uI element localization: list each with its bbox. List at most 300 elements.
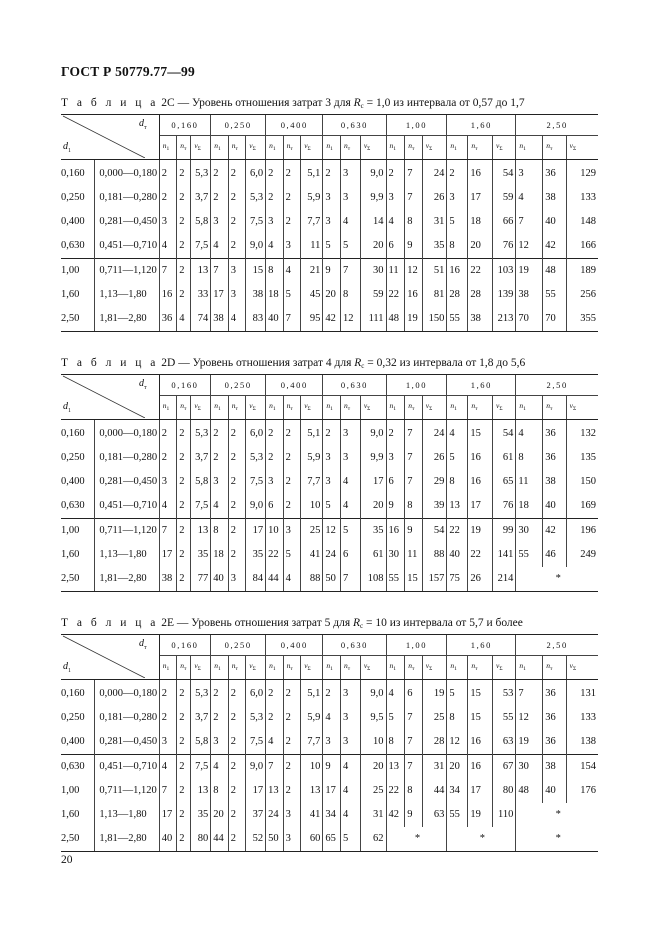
value-cell: 2 (266, 420, 284, 447)
value-cell: 2 (386, 420, 405, 447)
subheader-subscript: т (412, 666, 415, 673)
value-cell: 7 (266, 755, 284, 780)
value-cell: 2 (323, 420, 341, 447)
value-cell: 2 (228, 234, 246, 259)
value-cell: 9 (405, 803, 423, 827)
value-cell: 13 (447, 494, 468, 519)
value-cell: 15 (405, 567, 423, 592)
value-cell: 38 (246, 283, 266, 307)
value-cell: 5 (447, 446, 468, 470)
value-cell: 17 (360, 470, 386, 494)
value-cell: 31 (360, 803, 386, 827)
table-row (61, 186, 598, 210)
subheader-subscript: 1 (393, 406, 397, 413)
value-cell: 4 (386, 210, 405, 234)
column-group-header: 0,250 (211, 375, 266, 396)
column-subheader (468, 656, 493, 680)
value-cell: 20 (468, 234, 493, 259)
value-cell: 7 (283, 307, 301, 332)
column-subheader (301, 656, 323, 680)
value-cell: 3 (340, 186, 360, 210)
value-cell: 3 (159, 210, 177, 234)
subheader-subscript: 1 (523, 406, 526, 413)
value-cell: 4 (266, 234, 284, 259)
value-cell: 8 (211, 779, 229, 803)
value-cell: 26 (422, 446, 447, 470)
value-cell: 40 (543, 494, 566, 519)
table-row (61, 470, 598, 494)
value-cell: 2 (228, 446, 246, 470)
column-subheader (468, 136, 493, 160)
value-cell: 139 (492, 283, 515, 307)
subheader-symbol: n (180, 661, 185, 671)
value-cell: 7 (340, 567, 360, 592)
value-cell: 4 (211, 755, 229, 780)
subheader-subscript: 1 (217, 406, 221, 413)
table-row (61, 234, 598, 259)
value-cell: 25 (422, 706, 447, 730)
table-2e-block (61, 617, 598, 852)
value-cell: 5 (323, 234, 341, 259)
value-cell: 3 (340, 160, 360, 187)
value-cell: 51 (422, 259, 447, 284)
value-cell: 15 (468, 680, 493, 707)
value-cell: 9,9 (360, 186, 386, 210)
table-caption (61, 357, 598, 370)
subheader-subscript: 1 (166, 666, 170, 673)
value-cell: 36 (543, 706, 566, 730)
value-cell: 30 (516, 755, 543, 780)
value-cell: 9 (386, 494, 405, 519)
value-cell: 3 (283, 519, 301, 544)
column-axis-label (139, 119, 147, 131)
table-row (61, 160, 598, 187)
value-cell: 8 (447, 706, 468, 730)
subheader-symbol: n (519, 401, 524, 411)
value-cell: 17 (159, 543, 177, 567)
value-cell: 16 (447, 259, 468, 284)
row-d1-cell: 0,630 (61, 239, 85, 251)
value-cell: 13 (191, 519, 211, 544)
value-cell: 3 (323, 210, 341, 234)
value-cell: 40 (266, 307, 284, 332)
column-axis-subscript: т (144, 645, 147, 651)
subheader-subscript: 1 (393, 146, 397, 153)
row-axis-symbol: d (63, 401, 68, 412)
value-cell: 4 (340, 755, 360, 780)
value-cell: 4 (159, 494, 177, 519)
caption-text: — Уровень отношения затрат 5 для (174, 617, 353, 629)
value-cell: 3,7 (191, 446, 211, 470)
subheader-symbol: n (343, 141, 348, 151)
value-cell: 12 (340, 307, 360, 332)
value-cell: 169 (566, 494, 598, 519)
value-cell: 35 (191, 803, 211, 827)
value-cell: 6 (266, 494, 284, 519)
value-cell: 4 (283, 259, 301, 284)
value-cell: 26 (422, 186, 447, 210)
row-d1-cell: 2,50 (61, 567, 95, 592)
value-cell: 5 (447, 680, 468, 707)
subheader-symbol: n (519, 661, 524, 671)
subheader-subscript: т (184, 666, 187, 673)
not-applicable-cell: * (516, 803, 598, 827)
table-2c-block (61, 97, 598, 332)
value-cell: 37 (246, 803, 266, 827)
value-cell: 2 (228, 160, 246, 187)
value-cell: 55 (516, 543, 543, 567)
value-cell: 65 (323, 827, 341, 852)
column-subheader (566, 396, 598, 420)
row-range-cell: 0,000—0,180 (95, 680, 159, 707)
table-row (61, 779, 598, 803)
table-label: Т а б л и ц а (61, 357, 159, 369)
subheader-subscript: т (347, 146, 351, 153)
column-subheader (422, 136, 447, 160)
value-cell: 2 (177, 779, 191, 803)
value-cell: 5 (340, 519, 360, 544)
value-cell: 3 (323, 186, 341, 210)
value-cell: 17 (468, 494, 493, 519)
value-cell: 35 (422, 234, 447, 259)
column-subheader (177, 396, 191, 420)
value-cell: 7 (159, 519, 177, 544)
value-cell: 17 (211, 283, 229, 307)
column-subheader (543, 136, 566, 160)
value-cell: 2 (228, 543, 246, 567)
subheader-symbol: ν (194, 141, 198, 151)
value-cell: 17 (323, 779, 341, 803)
value-cell: 41 (301, 543, 323, 567)
not-applicable-cell: * (447, 827, 516, 852)
value-cell: 3 (323, 470, 341, 494)
value-cell: 9 (323, 755, 341, 780)
column-subheader (228, 396, 246, 420)
value-cell: 9,0 (360, 160, 386, 187)
value-cell: 8 (405, 494, 423, 519)
row-d1-cell: 0,630 (61, 755, 95, 780)
value-cell: 214 (492, 567, 515, 592)
subheader-subscript: Σ (307, 146, 311, 153)
value-cell: 7 (516, 680, 543, 707)
value-cell: 11 (405, 543, 423, 567)
value-cell: 42 (386, 803, 405, 827)
caption-text: = 0,32 из интервала от 1,8 до 5,6 (364, 357, 526, 369)
table-row (61, 420, 598, 447)
subheader-symbol: n (408, 401, 412, 411)
row-range-cell: 0,281—0,450 (95, 470, 159, 494)
value-cell: 7 (405, 470, 423, 494)
value-cell: 2 (177, 210, 191, 234)
value-cell: 8 (340, 283, 360, 307)
subheader-subscript: т (184, 146, 187, 153)
subheader-subscript: Σ (499, 146, 503, 153)
subheader-symbol: n (450, 141, 455, 151)
value-cell: 38 (159, 567, 177, 592)
value-cell: 2 (283, 755, 301, 780)
value-cell: 7,5 (191, 494, 211, 519)
column-group-header: 1,00 (386, 635, 447, 656)
column-subheader (468, 396, 493, 420)
column-subheader (191, 136, 211, 160)
value-cell: 12 (516, 234, 543, 259)
column-subheader (228, 656, 246, 680)
value-cell: 2 (228, 730, 246, 755)
value-cell: 30 (360, 259, 386, 284)
value-cell: 2 (283, 680, 301, 707)
table-row (61, 730, 598, 755)
subheader-subscript: Σ (573, 406, 577, 413)
row-d1-cell: 0,250 (61, 451, 85, 463)
subheader-subscript: т (235, 406, 238, 413)
document-header: ГОСТ Р 50779.77—99 (61, 64, 195, 79)
value-cell: 2 (266, 680, 284, 707)
value-cell: 17 (246, 519, 266, 544)
value-cell: 61 (492, 446, 515, 470)
value-cell: 3 (228, 283, 246, 307)
subheader-symbol: ν (363, 661, 368, 671)
column-subheader (386, 396, 405, 420)
value-cell: 16 (468, 730, 493, 755)
value-cell: 10 (301, 755, 323, 780)
value-cell: 2 (211, 160, 229, 187)
value-cell: 10 (360, 730, 386, 755)
value-cell: 13 (191, 259, 211, 284)
value-cell: 28 (447, 283, 468, 307)
column-group-header: 0,160 (159, 375, 210, 396)
column-subheader (211, 656, 229, 680)
subheader-symbol: n (408, 141, 412, 151)
row-range-cell: 0,711—1,120 (95, 779, 159, 803)
column-subheader (323, 396, 341, 420)
subheader-subscript: т (475, 406, 478, 413)
value-cell: 42 (323, 307, 341, 332)
value-cell: 88 (301, 567, 323, 592)
subheader-symbol: n (389, 661, 394, 671)
subheader-subscript: Σ (307, 666, 311, 673)
value-cell: 44 (266, 567, 284, 592)
subheader-subscript: 1 (454, 406, 457, 413)
value-cell: 40 (159, 827, 177, 852)
value-cell: 3 (340, 420, 360, 447)
value-cell: 2 (177, 186, 191, 210)
value-cell: 22 (266, 543, 284, 567)
value-cell: 24 (422, 420, 447, 447)
value-cell: 4 (159, 234, 177, 259)
value-cell: 77 (191, 567, 211, 592)
value-cell: 2 (159, 420, 177, 447)
value-cell: 2 (159, 680, 177, 707)
row-range-cell: 1,13—1,80 (95, 803, 159, 827)
value-cell: 38 (543, 470, 566, 494)
value-cell: 80 (492, 779, 515, 803)
value-cell: 4 (211, 234, 229, 259)
column-subheader (422, 396, 447, 420)
value-cell: 16 (405, 283, 423, 307)
value-cell: 26 (468, 567, 493, 592)
not-applicable-cell: * (516, 567, 598, 592)
caption-text: = 10 из интервала от 5,7 и более (363, 617, 523, 629)
row-range-cell: 0,711—1,120 (95, 519, 159, 544)
column-group-header: 2,50 (516, 115, 598, 136)
value-cell: 4 (159, 755, 177, 780)
column-subheader (159, 396, 177, 420)
subheader-subscript: Σ (197, 146, 201, 153)
value-cell: 3 (386, 446, 405, 470)
value-cell: 3 (159, 470, 177, 494)
value-cell: 6,0 (246, 160, 266, 187)
value-cell: 30 (516, 519, 543, 544)
value-cell: 189 (566, 259, 598, 284)
value-cell: 4 (283, 567, 301, 592)
value-cell: 5,3 (246, 186, 266, 210)
subheader-symbol: n (389, 141, 394, 151)
column-subheader (516, 396, 543, 420)
subheader-subscript: Σ (429, 146, 433, 153)
value-cell: 12 (323, 519, 341, 544)
value-cell: 6 (386, 234, 405, 259)
subheader-subscript: т (290, 146, 293, 153)
value-cell: 5 (323, 494, 341, 519)
caption-text: — Уровень отношения затрат 4 для (175, 357, 355, 369)
value-cell: 5,1 (301, 420, 323, 447)
value-cell: 16 (468, 470, 493, 494)
subheader-symbol: n (546, 661, 551, 671)
value-cell: 17 (159, 803, 177, 827)
value-cell: 2 (211, 420, 229, 447)
corner-diagonal-line (61, 115, 145, 158)
value-cell: 3 (283, 234, 301, 259)
value-cell: 60 (301, 827, 323, 852)
value-cell: 7,5 (191, 755, 211, 780)
column-subheader (177, 656, 191, 680)
page-number: 20 (61, 854, 73, 866)
value-cell: 2 (283, 160, 301, 187)
value-cell: 55 (386, 567, 405, 592)
value-cell: 2 (211, 706, 229, 730)
value-cell: 8 (266, 259, 284, 284)
subheader-subscript: т (347, 406, 351, 413)
column-subheader (323, 136, 341, 160)
subheader-symbol: n (343, 661, 348, 671)
table-caption (61, 97, 598, 110)
value-cell: 7 (405, 160, 423, 187)
value-cell: 65 (492, 470, 515, 494)
value-cell: 132 (566, 420, 598, 447)
column-subheader (246, 136, 266, 160)
value-cell: 25 (301, 519, 323, 544)
value-cell: 5 (340, 234, 360, 259)
caption-symbol: R (352, 617, 361, 629)
subheader-symbol: ν (194, 401, 198, 411)
header-row (61, 375, 598, 396)
value-cell: 63 (492, 730, 515, 755)
value-cell: 7,5 (191, 234, 211, 259)
value-cell: 7,5 (246, 470, 266, 494)
column-subheader (492, 396, 515, 420)
value-cell: 2 (177, 730, 191, 755)
subheader-subscript: Σ (307, 406, 311, 413)
value-cell: 54 (492, 420, 515, 447)
value-cell: 16 (468, 446, 493, 470)
value-cell: 80 (191, 827, 211, 852)
value-cell: 7 (405, 706, 423, 730)
value-cell: 13 (301, 779, 323, 803)
value-cell: 40 (543, 210, 566, 234)
value-cell: 19 (422, 680, 447, 707)
value-cell: 9,9 (360, 446, 386, 470)
value-cell: 129 (566, 160, 598, 187)
column-group-header: 2,50 (516, 375, 598, 396)
column-group-header: 1,60 (447, 115, 516, 136)
value-cell: 3 (340, 446, 360, 470)
value-cell: 2 (228, 680, 246, 707)
value-cell: 22 (447, 519, 468, 544)
value-cell: 148 (566, 210, 598, 234)
value-cell: 5,8 (191, 210, 211, 234)
value-cell: 20 (360, 755, 386, 780)
value-cell: 76 (492, 234, 515, 259)
row-axis-subscript: 1 (68, 668, 71, 674)
subheader-symbol: n (180, 401, 185, 411)
value-cell: 3 (323, 730, 341, 755)
subheader-symbol: n (214, 141, 218, 151)
column-subheader (340, 656, 360, 680)
row-d1-cell: 2,50 (61, 827, 95, 852)
value-cell: 5 (340, 827, 360, 852)
subheader-subscript: т (550, 406, 553, 413)
column-subheader (283, 136, 301, 160)
value-cell: 2 (386, 160, 405, 187)
value-cell: 2 (283, 470, 301, 494)
value-cell: 108 (360, 567, 386, 592)
value-cell: 5,9 (301, 446, 323, 470)
subheader-symbol: ν (569, 661, 573, 671)
value-cell: 2 (283, 779, 301, 803)
value-cell: 6 (340, 543, 360, 567)
value-cell: 154 (566, 755, 598, 780)
subheader-symbol: n (286, 401, 291, 411)
value-cell: 34 (447, 779, 468, 803)
column-subheader (301, 136, 323, 160)
value-cell: 2 (323, 160, 341, 187)
value-cell: 40 (447, 543, 468, 567)
value-cell: 17 (468, 779, 493, 803)
value-cell: 3 (283, 827, 301, 852)
corner-header-cell (61, 375, 159, 420)
subheader-symbol: n (450, 661, 455, 671)
table-row (61, 543, 598, 567)
value-cell: 2 (228, 519, 246, 544)
subheader-symbol: n (269, 141, 273, 151)
subheader-symbol: ν (569, 401, 573, 411)
value-cell: 2 (211, 186, 229, 210)
corner-diagonal-line (61, 635, 145, 678)
value-cell: 9,5 (360, 706, 386, 730)
value-cell: 67 (492, 755, 515, 780)
row-d1-cell: 0,250 (61, 191, 85, 203)
value-cell: 2 (177, 755, 191, 780)
value-cell: 2 (177, 706, 191, 730)
subheader-symbol: ν (495, 401, 500, 411)
value-cell: 19 (468, 803, 493, 827)
value-cell: 53 (492, 680, 515, 707)
column-group-header: 1,60 (447, 375, 516, 396)
subheader-subscript: 1 (330, 666, 333, 673)
value-cell: 213 (492, 307, 515, 332)
column-axis-symbol: d (139, 378, 144, 389)
subheader-subscript: т (412, 406, 415, 413)
